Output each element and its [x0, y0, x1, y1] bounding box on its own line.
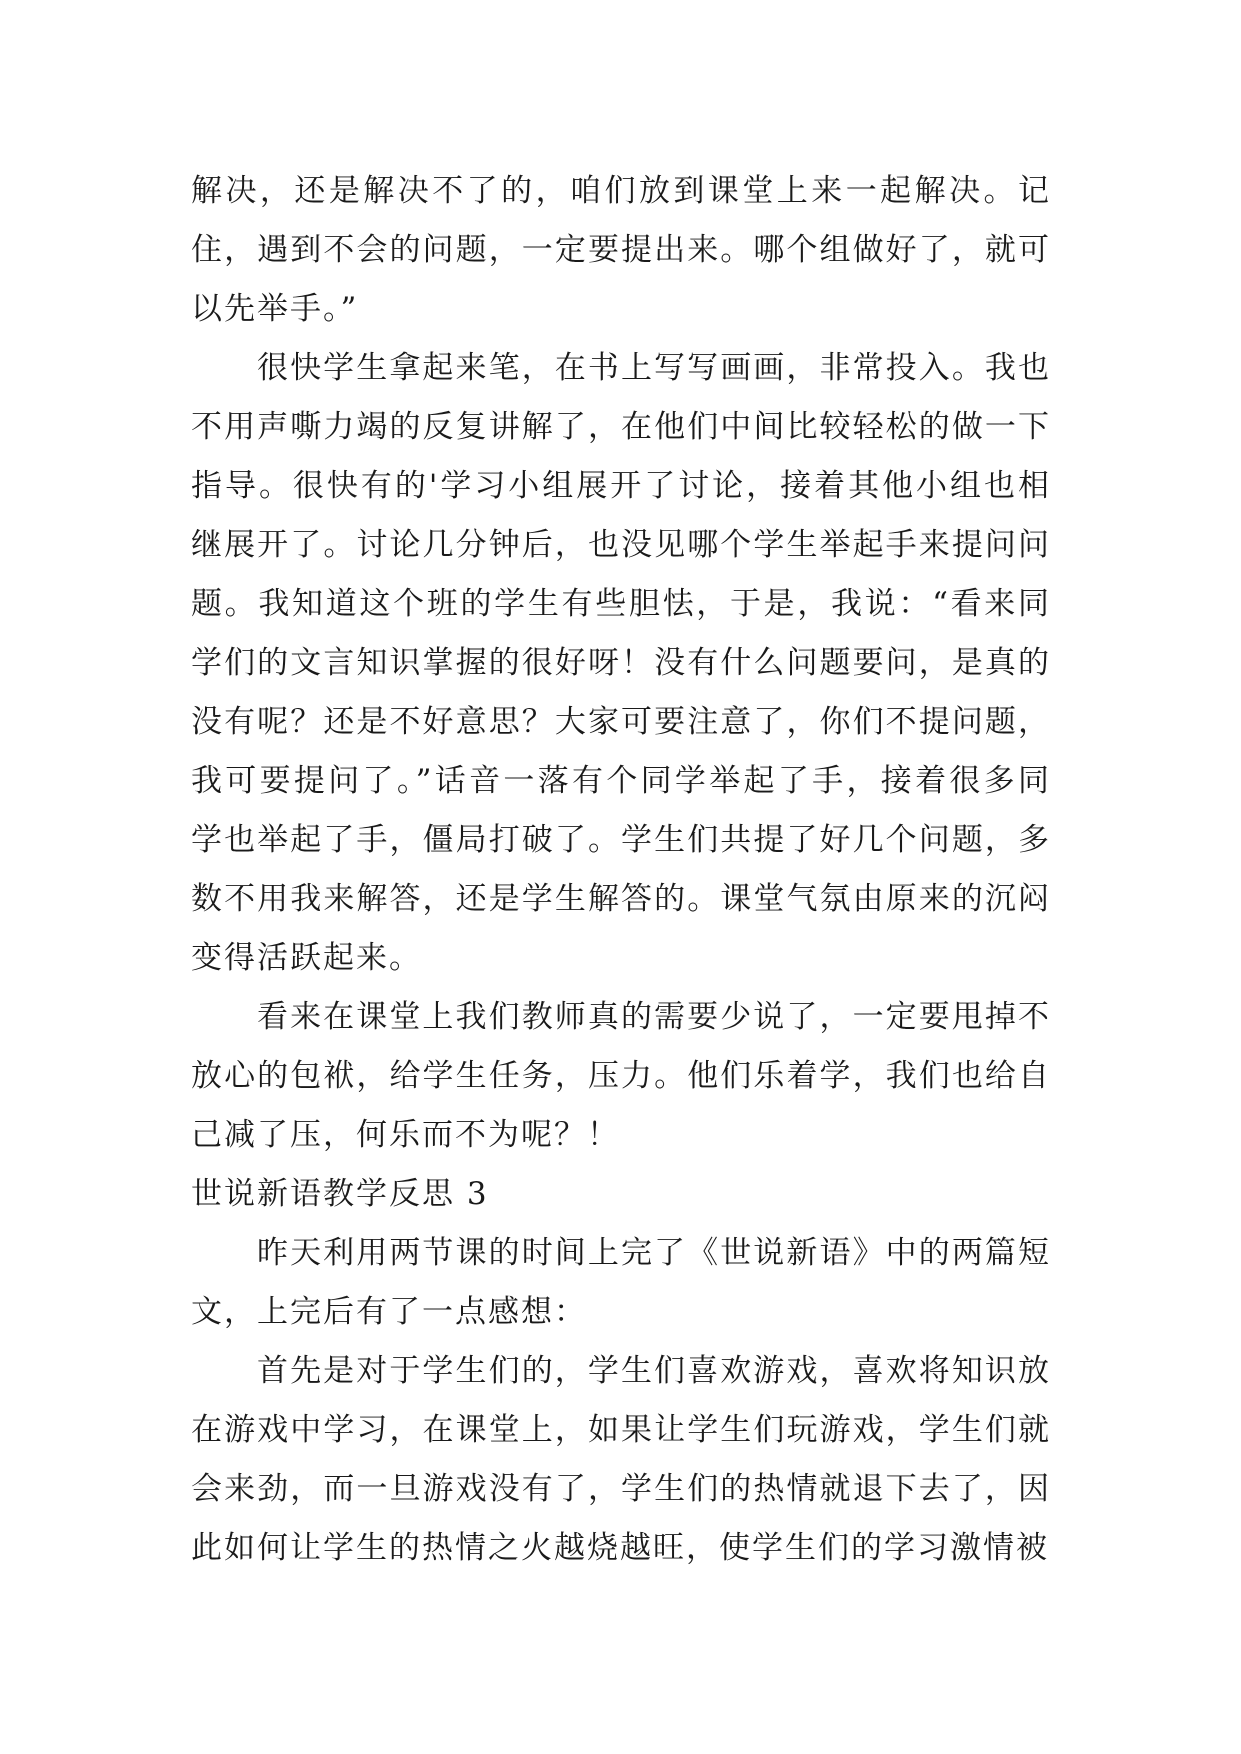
- paragraph-continuation: 解决，还是解决不了的，咱们放到课堂上来一起解决。记住，遇到不会的问题，一定要提出来。哪个组做好了，就可以先举手。”: [191, 173, 1051, 327]
- paragraph-student-discussion: 很快学生拿起来笔，在书上写写画画，非常投入。我也不用声嘶力竭的反复讲解了，在他们中间比较轻松的做一下指导。很快有的'学习小组展开了讨论，接着其他小组也相继展开了。讨论几分钟后，也没见哪个学生举起手来提问问题。我知道这个班的学生有些胆怯，于是，我说：“看来同学们的文言知识掌握的很好呀！没有什么问题要问，是真的没有呢？还是不好意思？大家可要注意了，你们不提问题，我可要提问了。”话音一落有个同学举起了手，接着很多同学也举起了手，僵局打破了。学生们共提了好几个问题，多数不用我来解答，还是学生解答的。课堂气氛由原来的沉闷变得活跃起来。: [191, 350, 1051, 976]
- section-title: 世说新语教学反思 3: [191, 1176, 489, 1212]
- paragraph-teacher-reflection: 看来在课堂上我们教师真的需要少说了，一定要甩掉不放心的包袱，给学生任务，压力。他们乐着学，我们也给自己减了压，何乐而不为呢？！: [191, 999, 1051, 1153]
- document-body: [191, 162, 1051, 1578]
- paragraph-games: 首先是对于学生们的，学生们喜欢游戏，喜欢将知识放在游戏中学习，在课堂上，如果让学生们玩游戏，学生们就会来劲，而一旦游戏没有了，学生们的热情就退下去了，因此如何让学生的热情之火越烧越旺，使学生们的学习激情被: [191, 1353, 1051, 1566]
- paragraph-intro: 昨天利用两节课的时间上完了《世说新语》中的两篇短文，上完后有了一点感想：: [191, 1235, 1051, 1330]
